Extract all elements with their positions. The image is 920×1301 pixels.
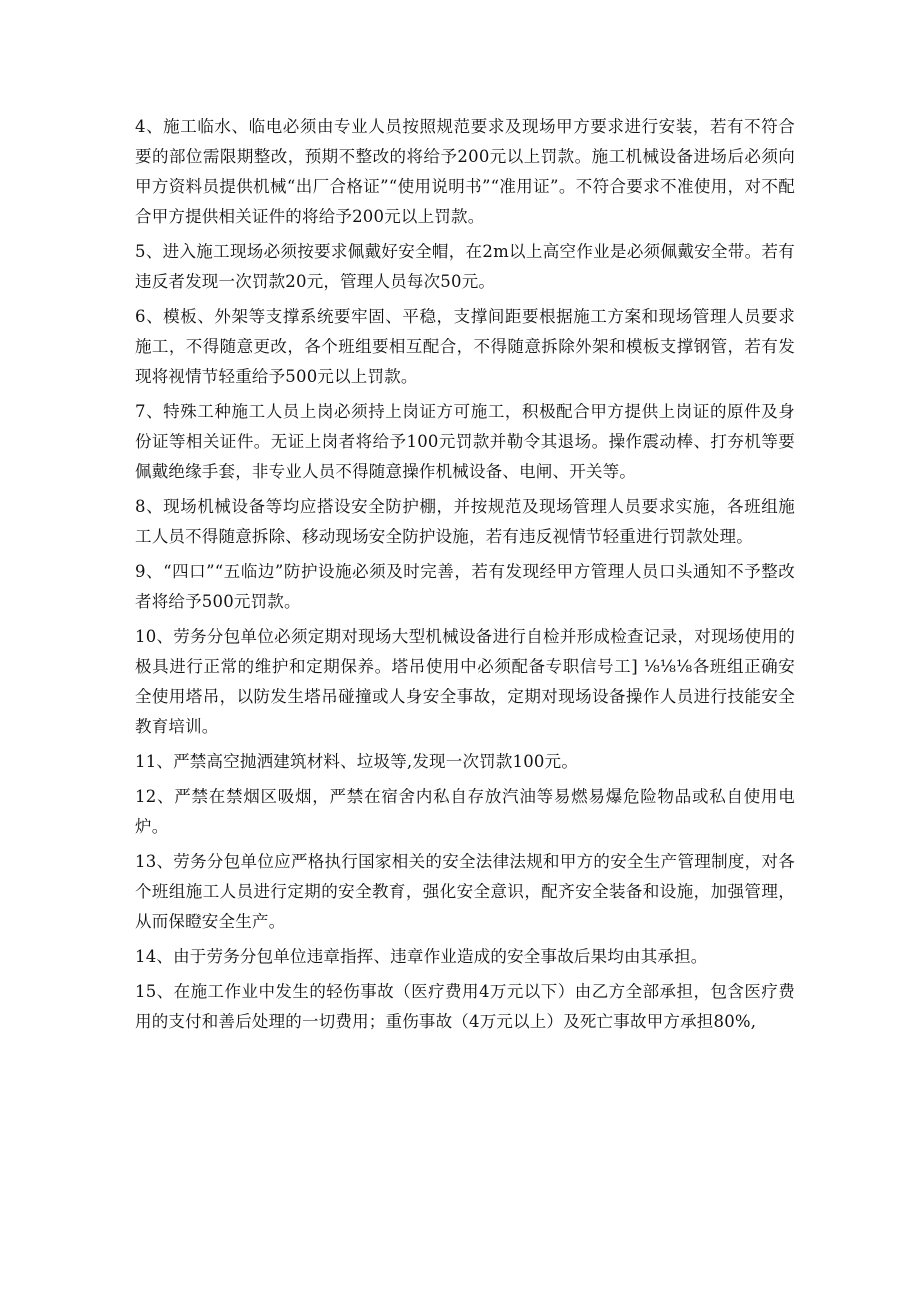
paragraph-item-15: 15、在施工作业中发生的轻伤事故（医疗费用4万元以下）由乙方全部承担，包含医疗费用的支付和善后处理的一切费用；重伤事故（4万元以上）及死亡事故甲方承担80%, (135, 982, 795, 1031)
paragraph-item-10: 10、劳务分包单位必须定期对现场大型机械设备进行自检并形成检查记录，对现场使用的极具进行正常的维护和定期保养。塔吊使用中必须配备专职信号工] ⅛⅛⅛各班组正确安全使用塔吊，以防发生塔吊碰撞或人身安全事故，定期对现场设备操作人员进行技能安全教育培训。 (135, 627, 795, 736)
paragraph-item-13: 13、劳务分包单位应严格执行国家相关的安全法律法规和甲方的安全生产管理制度，对各个班组施工人员进行定期的安全教育，强化安全意识，配齐安全装备和设施，加强管理，从而保瞪安全生产。 (135, 852, 795, 931)
document-body (135, 112, 795, 1042)
paragraph-item-11: 11、严禁高空抛洒建筑材料、垃圾等,发现一次罚款100元。 (135, 752, 579, 771)
paragraph-item-8: 8、现场机械设备等均应搭设安全防护棚，并按规范及现场管理人员要求实施，各班组施工人员不得随意拆除、移动现场安全防护设施，若有违反视情节轻重进行罚款处理。 (135, 497, 795, 546)
paragraph-item-4: 4、施工临水、临电必须由专业人员按照规范要求及现场甲方要求进行安装，若有不符合要的部位需限期整改，预期不整改的将给予200元以上罚款。施工机械设备进场后必须向甲方资料员提供机械“出厂合格证”“使用说明书”“准用证”。不符合要求不准使用，对不配合甲方提供相关证件的将给予200元以上罚款。 (135, 117, 795, 226)
paragraph-item-12: 12、严禁在禁烟区吸烟，严禁在宿舍内私自存放汽油等易燃易爆危险物品或私自使用电炉。 (135, 787, 795, 836)
paragraph-item-5: 5、进入施工现场必须按要求佩戴好安全帽，在2m以上高空作业是必须佩戴安全带。若有违反者发现一次罚款20元，管理人员每次50元。 (135, 242, 795, 291)
paragraph-item-6: 6、模板、外架等支撑系统要牢固、平稳，支撑间距要根据施工方案和现场管理人员要求施工，不得随意更改，各个班组要相互配合，不得随意拆除外架和模板支撑钢管，若有发现将视情节轻重给予500元以上罚款。 (135, 307, 795, 386)
paragraph-item-9: 9、“四口”“五临边”防护设施必须及时完善，若有发现经甲方管理人员口头通知不予整改者将给予500元罚款。 (135, 562, 795, 611)
paragraph-item-7: 7、特殊工种施工人员上岗必须持上岗证方可施工，积极配合甲方提供上岗证的原件及身份证等相关证件。无证上岗者将给予100元罚款并勒令其退场。操作震动棒、打夯机等要佩戴绝缘手套，非专业人员不得随意操作机械设备、电闸、开关等。 (135, 402, 795, 481)
paragraph-item-14: 14、由于劳务分包单位违章指挥、违章作业造成的安全事故后果均由其承担。 (135, 947, 708, 966)
